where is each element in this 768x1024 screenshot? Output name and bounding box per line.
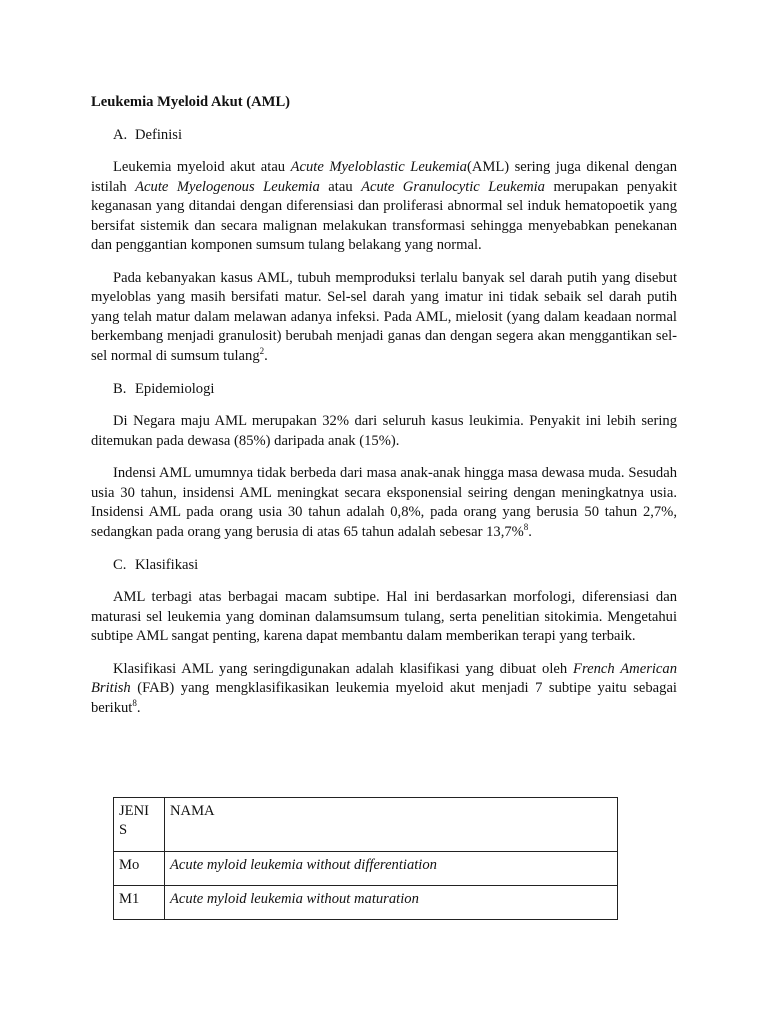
header-text: S	[119, 822, 128, 838]
section-heading-definisi	[113, 125, 677, 145]
text-run: Di Negara maju AML merupakan 32% dari seluruh kasus leukimia. Penyakit ini lebih sering ditemukan pada dewasa (85%) daripada anak (15%).	[91, 413, 677, 449]
table-header-row	[114, 798, 618, 852]
document-title: Leukemia Myeloid Akut (AML)	[91, 94, 291, 110]
footnote-ref: 8	[523, 521, 529, 532]
section-label: Epidemiologi	[135, 381, 215, 397]
paragraph-definisi-1	[91, 158, 677, 256]
table-header-jenis	[114, 798, 165, 852]
text-run: .	[136, 699, 141, 716]
text-run: merupakan penyakit keganasan yang ditandai dengan diferensiasi dan proliferasi abnormal sel induk hematopoetik yang bersifat sistemik dan secara malignan melakukan transformasi sehingga menyebabkan penekanan dan penggantian komponen sumsum tulang belakang yang normal.	[91, 178, 677, 253]
section-heading-epidemiologi	[113, 379, 677, 399]
fab-classification-table	[113, 797, 618, 920]
paragraph-klasifikasi-1	[91, 588, 677, 647]
document-body	[91, 92, 677, 731]
text-run: Klasifikasi AML yang seringdigunakan adalah klasifikasi yang dibuat oleh	[113, 660, 574, 677]
section-letter: A.	[113, 127, 128, 143]
table-cell-jenis: M1	[114, 886, 165, 920]
paragraph-epidemiologi-2	[91, 464, 677, 542]
footnote-ref: 8	[132, 697, 137, 708]
table-cell-jenis: Mo	[114, 852, 165, 886]
text-run: Pada kebanyakan kasus AML, tubuh memproduksi terlalu banyak sel darah putih yang disebut myeloblas yang masih bersifati matur. Sel-sel darah yang imatur ini tidak sebaik sel darah putih yang telah matur dalam melawan adanya infeksi. Pada AML, mielosit (yang dalam keadaan normal berkembang menjadi granulosit) berubah menjadi ganas dan dengan segera akan menggantikan sel-sel normal di sumsum tulang	[91, 269, 677, 364]
text-run: Leukemia myeloid akut atau	[113, 159, 291, 175]
section-heading-klasifikasi	[113, 555, 677, 575]
italic-term: Acute Myeloblastic Leukemia	[290, 159, 467, 175]
text-run: Indensi AML umumnya tidak berbeda dari masa anak-anak hingga masa dewasa muda. Sesudah usia 30 tahun, insidensi AML meningkat secara eksponensial seiring dengan meningkatnya usia. Insidensi AML pada orang usia 30 tahun adalah 0,8%, pada orang yang berusia 50 tahun 2,7%, sedangkan pada orang yang berusia di atas 65 tahun adalah sebesar 13,7%	[91, 465, 677, 540]
section-letter: B.	[113, 381, 127, 397]
header-text: JENI	[119, 803, 149, 819]
text-run: (AML) sering juga dikenal dengan istilah	[91, 159, 677, 195]
section-letter: C.	[113, 557, 127, 573]
section-label: Definisi	[135, 127, 183, 143]
section-label: Klasifikasi	[135, 557, 199, 573]
table-cell-nama: Acute myloid leukemia without differentiation	[165, 852, 618, 886]
paragraph-definisi-2	[91, 269, 677, 367]
italic-term: Acute Myelogenous Leukemia	[135, 178, 320, 195]
text-run: .	[264, 347, 268, 364]
text-run: .	[528, 523, 532, 540]
footnote-ref: 2	[259, 345, 265, 356]
italic-term: Acute Granulocytic Leukemia	[361, 178, 545, 195]
table-row	[114, 852, 618, 886]
table-header-nama: NAMA	[165, 798, 618, 852]
table-cell-nama: Acute myloid leukemia without maturation	[165, 886, 618, 920]
italic-term: French American British	[91, 660, 677, 696]
text-run: atau	[319, 178, 362, 195]
text-run: (FAB) yang mengklasifikasikan leukemia myeloid akut menjadi 7 subtipe yaitu sebagai berikut	[91, 680, 677, 716]
paragraph-epidemiologi-1	[91, 412, 677, 451]
paragraph-klasifikasi-2	[91, 660, 677, 719]
table-row	[114, 886, 618, 920]
text-run: AML terbagi atas berbagai macam subtipe. Hal ini berdasarkan morfologi, diferensiasi dan maturasi sel leukemia yang dominan dalamsumsum tulang, serta penelitian sitokimia. Mengetahui subtipe AML sangat penting, karena dapat membantu dalam memberikan terapi yang terbaik.	[91, 589, 677, 644]
